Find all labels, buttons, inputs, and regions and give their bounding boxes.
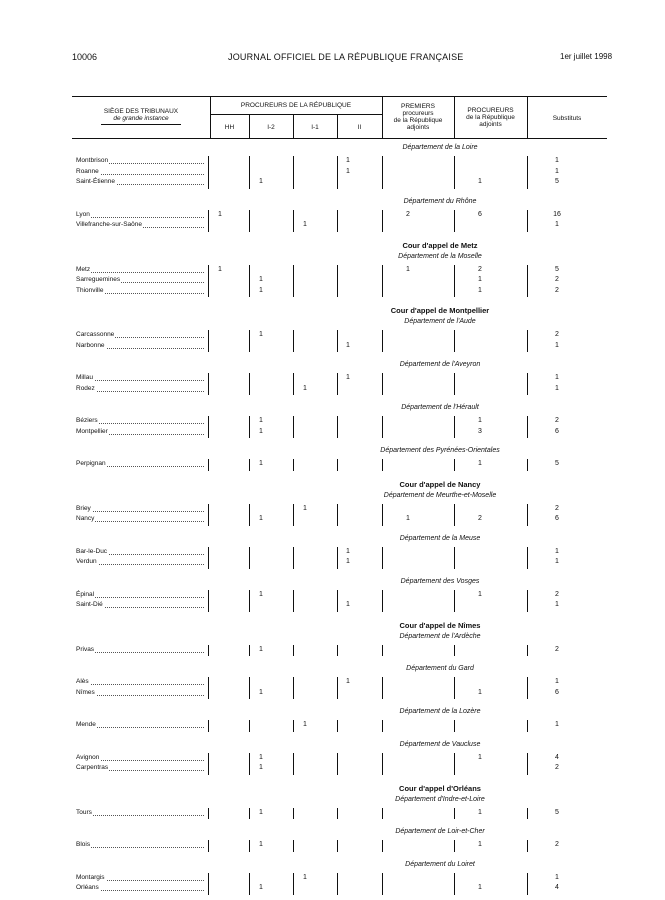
column-tick — [527, 427, 528, 439]
column-tick — [337, 286, 338, 298]
court-heading: Cour d'appel de Nîmes — [399, 620, 481, 630]
value-ii: 1 — [346, 678, 350, 685]
value-i2: 1 — [259, 884, 263, 891]
column-tick — [249, 808, 250, 820]
column-tick — [208, 808, 209, 820]
column-tick — [337, 808, 338, 820]
column-tick — [454, 720, 455, 732]
column-tick — [208, 688, 209, 700]
tribunal-name: Verdun — [76, 558, 97, 565]
column-tick — [249, 688, 250, 700]
department-heading: Département de l'Hérault — [401, 404, 479, 411]
value-sub: 1 — [555, 547, 559, 555]
column-tick — [527, 808, 528, 820]
tribunal-name: Villefranche-sur-Saône — [76, 221, 142, 228]
department-heading: Département d'Indre-et-Loire — [395, 795, 485, 803]
value-sub: 1 — [555, 384, 559, 392]
subst-header: Substituts — [552, 115, 582, 122]
premiers-line1: PREMIERS — [401, 103, 435, 110]
siege-header — [72, 108, 210, 125]
value-sub: 2 — [555, 590, 559, 598]
staffing-table — [72, 96, 608, 891]
column-tick — [208, 384, 209, 396]
column-tick — [527, 220, 528, 232]
column-tick — [208, 220, 209, 232]
column-tick — [208, 514, 209, 526]
column-tick — [337, 177, 338, 189]
value-pa: 2 — [478, 515, 482, 522]
value-pa: 1 — [478, 460, 482, 467]
value-pa: 1 — [478, 808, 482, 816]
department-heading: Département de l'Aude — [404, 318, 476, 325]
department-heading: Département de la Moselle — [398, 252, 482, 260]
column-tick — [382, 763, 383, 775]
tribunal-name: Saint-Dié — [76, 601, 103, 608]
column-tick — [454, 688, 455, 700]
column-tick — [382, 427, 383, 439]
column-tick — [527, 459, 528, 471]
column-tick — [454, 557, 455, 569]
column-tick — [249, 720, 250, 732]
tribunal-name: Montargis — [76, 873, 105, 881]
court-heading: Cour d'appel de Montpellier — [390, 306, 490, 315]
column-tick — [382, 459, 383, 471]
value-i1: 1 — [303, 384, 307, 392]
leader-dots — [76, 211, 204, 218]
column-tick — [249, 840, 250, 852]
tribunal-name: Blois — [76, 841, 91, 848]
department-heading: Département de la Lozère — [399, 708, 481, 715]
value-sub: 5 — [555, 808, 559, 816]
column-tick — [249, 459, 250, 471]
column-tick — [454, 514, 455, 526]
page-number: 10006 — [72, 52, 98, 62]
column-tick — [208, 427, 209, 439]
tribunal-name: Thionville — [76, 286, 104, 294]
value-sub: 2 — [555, 504, 559, 512]
tribunal-name: Bar-le-Duc — [76, 547, 108, 555]
procureurs-header: PROCUREURS DE LA RÉPUBLIQUE — [240, 102, 352, 109]
column-tick — [382, 840, 383, 852]
column-tick — [249, 600, 250, 612]
column-tick — [454, 384, 455, 396]
value-sub: 5 — [555, 178, 559, 185]
value-sub: 6 — [555, 688, 559, 696]
tribunal-name: Saint-Étienne — [76, 178, 116, 185]
column-tick — [249, 220, 250, 232]
value-sub: 1 — [555, 167, 559, 175]
department-heading: Département du Loiret — [405, 860, 475, 868]
tribunal-name: Épinal — [76, 590, 95, 598]
column-tick — [208, 840, 209, 852]
value-i2: 1 — [259, 590, 263, 598]
department-heading: Département de Vaucluse — [399, 740, 481, 748]
value-sub: 6 — [555, 427, 559, 435]
column-tick — [337, 220, 338, 232]
tribunal-name: Montpellier — [76, 427, 108, 435]
value-ii: 1 — [346, 547, 350, 555]
column-tick — [382, 808, 383, 820]
column-tick — [454, 427, 455, 439]
value-pa: 1 — [478, 417, 482, 424]
column-tick — [527, 763, 528, 775]
value-pa: 1 — [478, 276, 482, 283]
value-pa: 2 — [478, 265, 482, 273]
column-tick — [527, 177, 528, 189]
siege-subtitle: de grande instance — [113, 115, 169, 122]
value-i2: 1 — [259, 331, 263, 338]
leader-dots — [76, 678, 204, 685]
column-tick — [208, 341, 209, 353]
leader-dots — [76, 591, 204, 598]
tribunal-name: Nîmes — [76, 688, 95, 696]
column-tick — [293, 883, 294, 895]
column-tick — [454, 600, 455, 612]
court-heading: Cour d'appel de Metz — [402, 240, 478, 250]
column-tick — [293, 600, 294, 612]
column-tick — [527, 384, 528, 396]
column-tick — [249, 557, 250, 569]
department-heading: Département du Rhône — [403, 197, 477, 205]
tribunal-name: Nancy — [76, 515, 95, 522]
column-tick — [382, 688, 383, 700]
column-tick — [382, 177, 383, 189]
i2-header: I-2 — [267, 124, 275, 131]
column-tick — [337, 514, 338, 526]
value-i2: 1 — [259, 753, 263, 761]
value-sub: 1 — [555, 341, 559, 349]
column-tick — [527, 883, 528, 895]
column-tick — [382, 883, 383, 895]
value-pa: 1 — [478, 753, 482, 761]
column-tick — [293, 720, 294, 732]
column-tick — [527, 720, 528, 732]
value-i2: 1 — [259, 688, 263, 696]
department-heading: Département de l'Ardèche — [399, 632, 481, 640]
column-tick — [293, 514, 294, 526]
column-tick — [293, 384, 294, 396]
value-pa: 3 — [478, 427, 482, 435]
column-tick — [454, 286, 455, 298]
column-tick — [293, 763, 294, 775]
department-heading: Département de Loir-et-Cher — [395, 828, 485, 835]
column-tick — [454, 840, 455, 852]
value-sub: 1 — [555, 558, 559, 565]
column-tick — [208, 286, 209, 298]
value-sub: 4 — [555, 884, 559, 891]
pa-line3: adjoints — [479, 121, 502, 128]
department-heading: Département de Meurthe-et-Moselle — [383, 491, 497, 499]
column-tick — [293, 645, 294, 657]
value-i2: 1 — [259, 841, 263, 848]
column-tick — [454, 883, 455, 895]
column-tick — [249, 341, 250, 353]
tribunal-name: Millau — [76, 374, 93, 381]
column-tick — [527, 557, 528, 569]
column-tick — [208, 720, 209, 732]
column-tick — [382, 557, 383, 569]
value-pa: 1 — [478, 178, 482, 185]
column-tick — [527, 286, 528, 298]
value-ii: 1 — [346, 601, 350, 608]
value-ii: 1 — [346, 341, 350, 349]
column-tick — [208, 763, 209, 775]
tribunal-name: Metz — [76, 265, 91, 273]
pa-header — [454, 107, 527, 128]
department-heading: Département des Pyrénées-Orientales — [380, 447, 500, 454]
siege-title: SIÈGE DES TRIBUNAUX — [103, 108, 179, 115]
column-tick — [337, 688, 338, 700]
column-tick — [527, 341, 528, 353]
column-tick — [527, 688, 528, 700]
value-pa: 1 — [478, 884, 482, 891]
column-tick — [527, 840, 528, 852]
tribunal-name: Avignon — [76, 753, 100, 761]
i1-header: I-1 — [311, 124, 319, 131]
tribunal-name: Privas — [76, 645, 95, 653]
column-tick — [208, 645, 209, 657]
value-i1: 1 — [303, 721, 307, 728]
column-tick — [249, 883, 250, 895]
value-sub: 2 — [555, 645, 559, 653]
column-tick — [527, 600, 528, 612]
tribunal-name: Roanne — [76, 167, 99, 175]
value-sub: 2 — [555, 764, 559, 771]
tribunal-name: Rodez — [76, 384, 95, 392]
value-pp: 1 — [406, 265, 410, 273]
column-tick — [337, 720, 338, 732]
column-tick — [293, 557, 294, 569]
column-tick — [527, 514, 528, 526]
column-tick — [208, 557, 209, 569]
value-i2: 1 — [259, 276, 263, 283]
column-tick — [208, 177, 209, 189]
tribunal-name: Montbrison — [76, 157, 109, 164]
leader-dots — [76, 809, 204, 816]
value-i2: 1 — [259, 808, 263, 816]
column-tick — [527, 645, 528, 657]
value-sub: 1 — [555, 221, 559, 228]
value-hh: 1 — [218, 210, 222, 218]
column-tick — [208, 600, 209, 612]
value-i2: 1 — [259, 427, 263, 435]
value-sub: 5 — [555, 265, 559, 273]
column-tick — [249, 514, 250, 526]
value-sub: 1 — [555, 678, 559, 685]
column-tick — [454, 808, 455, 820]
hh-header: HH — [224, 124, 235, 131]
column-tick — [454, 645, 455, 657]
siege-underline — [101, 124, 181, 125]
column-tick — [293, 286, 294, 298]
value-sub: 4 — [555, 753, 559, 761]
column-tick — [382, 720, 383, 732]
tribunal-name: Carpentras — [76, 764, 109, 771]
column-tick — [382, 286, 383, 298]
column-tick — [454, 459, 455, 471]
value-sub: 1 — [555, 374, 559, 381]
column-tick — [249, 177, 250, 189]
column-tick — [382, 341, 383, 353]
value-i2: 1 — [259, 417, 263, 424]
value-sub: 5 — [555, 460, 559, 467]
column-tick — [382, 645, 383, 657]
value-hh: 1 — [218, 265, 222, 273]
value-sub: 1 — [555, 601, 559, 608]
value-sub: 2 — [555, 417, 559, 424]
value-i2: 1 — [259, 460, 263, 467]
pa-line2: de la République — [466, 114, 515, 121]
header-bottom-rule — [72, 138, 607, 139]
column-tick — [454, 341, 455, 353]
tribunal-name: Lyon — [76, 210, 90, 218]
column-tick — [249, 427, 250, 439]
value-pa: 1 — [478, 286, 482, 294]
tribunal-name: Tours — [76, 808, 92, 816]
column-tick — [337, 427, 338, 439]
value-sub: 1 — [555, 721, 559, 728]
department-heading: Département des Vosges — [400, 577, 480, 585]
value-i1: 1 — [303, 873, 307, 881]
value-sub: 2 — [555, 286, 559, 294]
tribunal-name: Béziers — [76, 417, 98, 424]
value-pp: 1 — [406, 515, 410, 522]
column-tick — [293, 688, 294, 700]
value-sub: 2 — [555, 276, 559, 283]
leader-dots — [76, 505, 204, 512]
column-tick — [337, 459, 338, 471]
column-tick — [454, 763, 455, 775]
journal-title: JOURNAL OFFICIEL DE LA RÉPUBLIQUE FRANÇAISE — [228, 52, 464, 62]
column-tick — [293, 427, 294, 439]
value-pa: 6 — [478, 210, 482, 218]
value-ii: 1 — [346, 167, 350, 175]
value-ii: 1 — [346, 374, 350, 381]
column-tick — [337, 763, 338, 775]
value-i2: 1 — [259, 286, 263, 294]
column-tick — [293, 341, 294, 353]
value-pa: 1 — [478, 841, 482, 848]
value-sub: 1 — [555, 157, 559, 164]
column-tick — [208, 459, 209, 471]
tribunal-name: Sarreguemines — [76, 276, 121, 283]
leader-dots — [76, 841, 204, 848]
value-ii: 1 — [346, 558, 350, 565]
department-heading: Département de la Meuse — [399, 534, 481, 542]
column-tick — [249, 286, 250, 298]
premiers-line3: de la République — [393, 117, 443, 124]
issue-date: 1er juillet 1998 — [560, 52, 613, 61]
column-tick — [337, 645, 338, 657]
tribunal-name: Narbonne — [76, 341, 105, 349]
tribunal-name: Perpignan — [76, 460, 106, 467]
leader-dots — [76, 266, 204, 273]
procureurs-subrule — [210, 114, 382, 115]
tribunal-name: Briey — [76, 504, 91, 512]
column-tick — [454, 177, 455, 189]
tribunal-name: Alès — [76, 678, 89, 685]
value-i2: 1 — [259, 645, 263, 653]
value-pa: 1 — [478, 688, 482, 696]
column-tick — [293, 177, 294, 189]
premiers-header — [382, 103, 454, 131]
tribunal-name: Carcassonne — [76, 331, 115, 338]
column-tick — [249, 384, 250, 396]
column-tick — [293, 220, 294, 232]
column-tick — [293, 459, 294, 471]
value-pp: 2 — [406, 210, 410, 218]
column-tick — [208, 883, 209, 895]
column-tick — [382, 600, 383, 612]
ii-header: II — [357, 124, 362, 131]
value-sub: 1 — [555, 873, 559, 881]
column-tick — [249, 763, 250, 775]
court-heading: Cour d'appel d'Orléans — [399, 783, 481, 793]
tribunal-name: Orléans — [76, 884, 99, 891]
pa-line1: PROCUREURS — [467, 107, 514, 114]
column-tick — [337, 840, 338, 852]
premiers-line2: procureurs — [402, 110, 434, 117]
column-tick — [382, 384, 383, 396]
value-i1: 1 — [303, 221, 307, 228]
leader-dots — [76, 374, 204, 381]
page-header — [0, 52, 665, 66]
column-tick — [454, 220, 455, 232]
column-tick — [337, 883, 338, 895]
column-tick — [293, 840, 294, 852]
value-i2: 1 — [259, 178, 263, 185]
value-i2: 1 — [259, 515, 263, 522]
department-heading: Département du Gard — [406, 665, 474, 672]
value-sub: 2 — [555, 841, 559, 848]
value-sub: 2 — [555, 331, 559, 338]
value-ii: 1 — [346, 157, 350, 164]
value-sub: 6 — [555, 515, 559, 522]
department-heading: Département de la Loire — [402, 144, 478, 151]
court-heading: Cour d'appel de Nancy — [399, 479, 481, 489]
department-heading: Département de l'Aveyron — [399, 361, 481, 368]
column-tick — [337, 384, 338, 396]
value-i1: 1 — [303, 504, 307, 512]
tribunal-name: Mende — [76, 721, 96, 728]
leader-dots — [76, 646, 204, 653]
premiers-line4: adjoints — [406, 124, 430, 131]
column-tick — [382, 220, 383, 232]
value-pa: 1 — [478, 590, 482, 598]
column-tick — [382, 514, 383, 526]
value-i2: 1 — [259, 764, 263, 771]
column-tick — [293, 808, 294, 820]
value-sub: 16 — [553, 210, 561, 218]
column-tick — [249, 645, 250, 657]
